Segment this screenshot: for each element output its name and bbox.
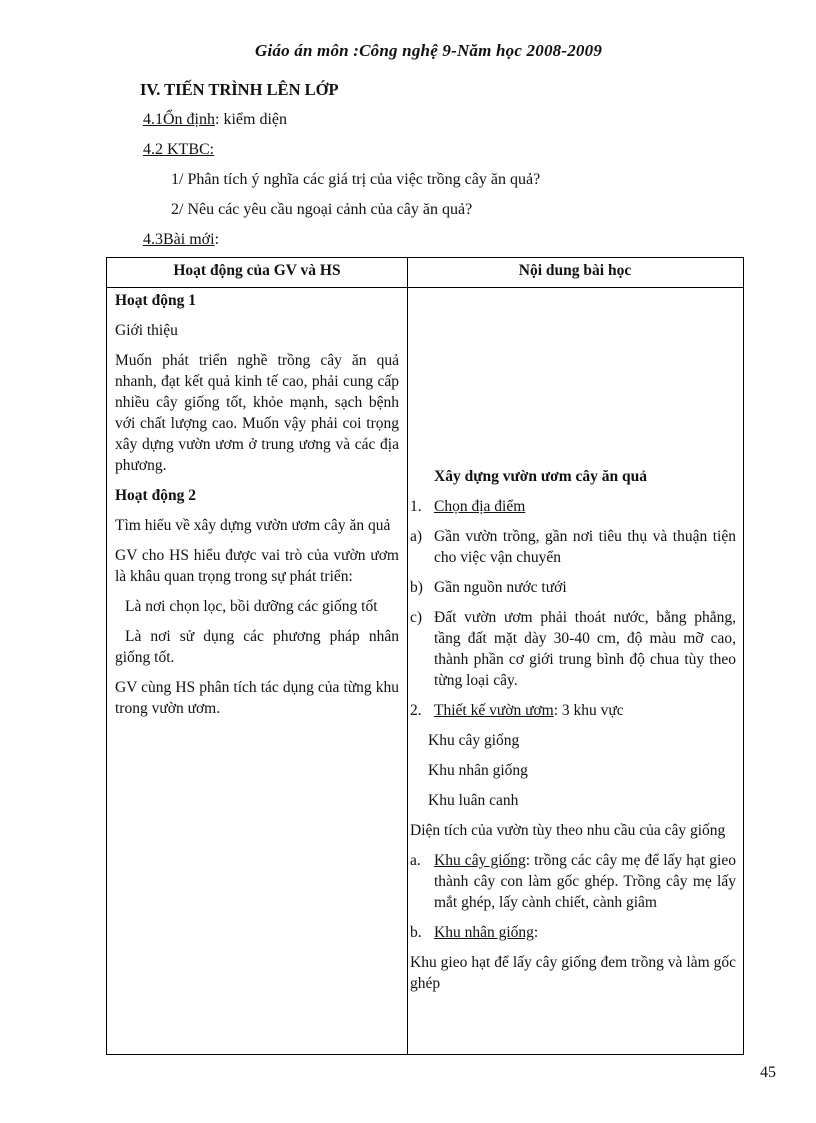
point-2 bbox=[410, 700, 736, 721]
subsection-4-2-label: 4.2 KTBC: bbox=[143, 141, 215, 158]
point-c-label: c) bbox=[410, 609, 423, 626]
content-column bbox=[410, 466, 736, 1003]
page-header: Giáo án môn :Công nghệ 9-Năm học 2008-2009 bbox=[255, 41, 603, 60]
point-c bbox=[410, 607, 736, 691]
intro-label: Giới thiệu bbox=[115, 322, 178, 339]
subsection-4-3-text: : bbox=[214, 231, 220, 248]
zone-a-title: Khu cây giống bbox=[434, 852, 526, 869]
question-2: 2/ Nêu các yêu cầu ngoại cảnh của cây ăn quả? bbox=[171, 201, 473, 218]
point-a-text: Gần vườn trồng, gần nơi tiêu thụ và thuận tiện cho việc vận chuyển bbox=[434, 528, 736, 566]
point-a-label: a) bbox=[410, 528, 423, 545]
intro-paragraph: Muốn phát triển nghề trồng cây ăn quả nhanh, đạt kết quả kinh tế cao, phải cung cấp nhiều cây giống tốt, khỏe mạnh, sạch bệnh với chất lượng cao. Muốn vậy phải coi trọng xây dựng vườn ươm ở trung ương và các địa phương. bbox=[115, 352, 399, 474]
zone-a-label: a. bbox=[410, 852, 421, 869]
page-number: 45 bbox=[760, 1064, 776, 1081]
activity-2-role: GV cho HS hiểu được vai trò của vườn ươm là khâu quan trọng trong sự phát triển: bbox=[115, 547, 399, 585]
zone-3: Khu luân canh bbox=[428, 792, 519, 809]
zone-2: Khu nhân giống bbox=[428, 762, 528, 779]
content-title: Xây dựng vườn ươm cây ăn quả bbox=[434, 468, 648, 485]
zone-b-description: Khu gieo hạt để lấy cây giống đem trồng và làm gốc ghép bbox=[410, 954, 736, 992]
activity-2-heading: Hoạt động 2 bbox=[115, 487, 196, 504]
point-1-number: 1. bbox=[410, 498, 422, 515]
subsection-4-1 bbox=[143, 111, 287, 129]
subsection-4-2 bbox=[143, 141, 214, 159]
role-point-2: Là nơi sử dụng các phương pháp nhân giống tốt. bbox=[115, 628, 399, 666]
subsection-4-1-label: 4.1Ổn định bbox=[143, 111, 215, 128]
table-header-content: Nội dung bài học bbox=[518, 262, 632, 279]
lesson-table bbox=[106, 257, 744, 1055]
role-point-1: Là nơi chọn lọc, bồi dưỡng các giống tốt bbox=[125, 598, 378, 615]
table-header-activities: Hoạt động của GV và HS bbox=[173, 262, 341, 279]
header-divider bbox=[107, 287, 743, 288]
zone-1: Khu cây giống bbox=[428, 732, 520, 749]
point-a bbox=[410, 526, 736, 568]
activity-2-topic: Tìm hiểu về xây dựng vườn ươm cây ăn quả bbox=[115, 517, 391, 534]
area-note: Diện tích của vườn tùy theo nhu cầu của cây giống bbox=[410, 822, 726, 839]
point-c-text: Đất vườn ươm phải thoát nước, bằng phẳng, tầng đất mặt dày 30-40 cm, độ màu mỡ cao, thành phần cơ giới trung bình độ chua tùy theo từng loại cây. bbox=[434, 609, 736, 689]
zone-a bbox=[410, 850, 736, 913]
zone-a-text: : trồng các cây mẹ để lấy hạt gieo thành cây con làm gốc ghép. Trồng cây mẹ lấy mắt ghép, lấy cành chiết, cành giâm bbox=[434, 852, 736, 911]
point-b-label: b) bbox=[410, 579, 423, 596]
point-2-text: : 3 khu vực bbox=[553, 702, 624, 719]
column-divider bbox=[407, 258, 408, 1054]
subsection-4-3-label: 4.3Bài mới bbox=[143, 231, 215, 248]
zone-b-title: Khu nhân giống bbox=[434, 924, 534, 941]
point-1 bbox=[410, 496, 736, 517]
point-2-title: Thiết kế vườn ươm bbox=[434, 702, 554, 719]
zone-b-text: : bbox=[533, 924, 539, 941]
zone-b bbox=[410, 922, 736, 943]
subsection-4-3 bbox=[143, 231, 219, 249]
point-2-number: 2. bbox=[410, 702, 422, 719]
zone-b-label: b. bbox=[410, 924, 422, 941]
point-b-text: Gần nguồn nước tưới bbox=[434, 579, 567, 596]
activity-1-heading: Hoạt động 1 bbox=[115, 292, 196, 309]
point-1-text: Chọn địa điểm bbox=[434, 498, 526, 515]
point-b bbox=[410, 577, 736, 598]
section-title: IV. TIẾN TRÌNH LÊN LỚP bbox=[140, 80, 339, 99]
question-1: 1/ Phân tích ý nghĩa các giá trị của việc trồng cây ăn quả? bbox=[171, 171, 541, 188]
activities-column bbox=[115, 290, 399, 728]
activity-2-analysis: GV cùng HS phân tích tác dụng của từng khu trong vườn ươm. bbox=[115, 679, 399, 717]
subsection-4-1-text: : kiểm diện bbox=[215, 111, 287, 128]
